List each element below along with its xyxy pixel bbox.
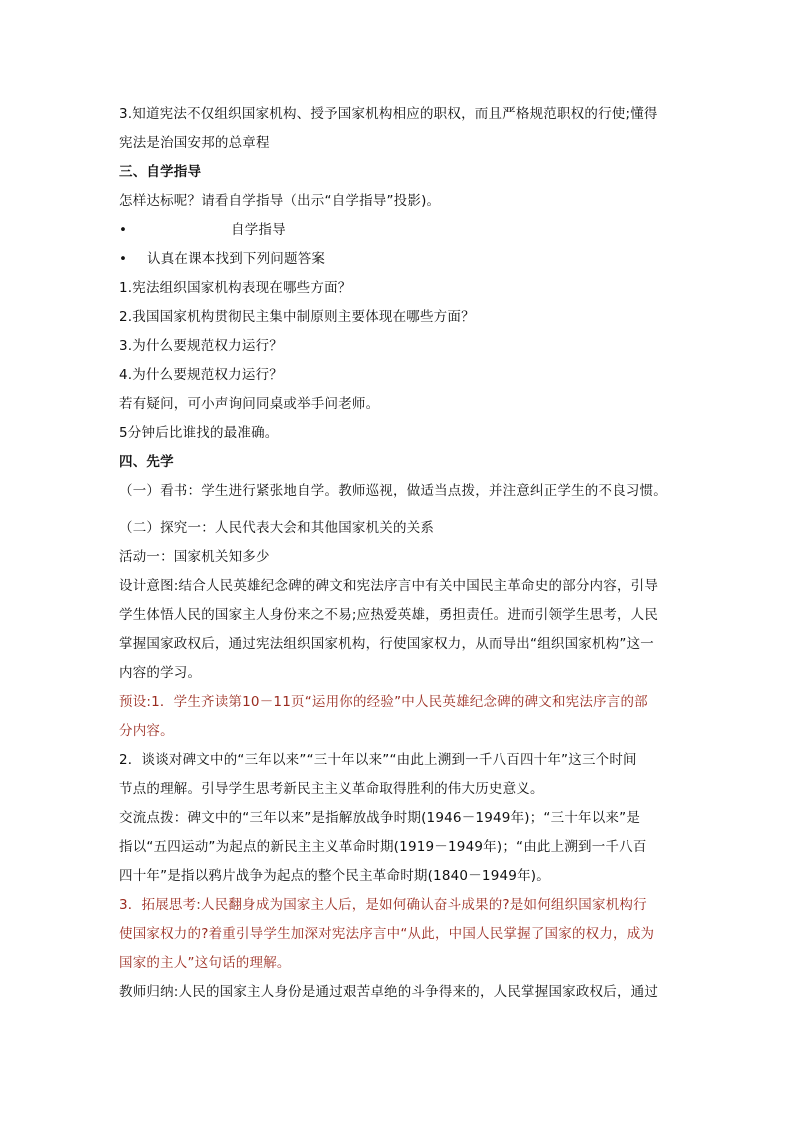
- ask-teacher-line: 若有疑问，可小声询问同桌或举手问老师。: [119, 396, 380, 412]
- document-page: [119, 100, 679, 1007]
- activity-one-line: 活动一：国家机关知多少: [119, 549, 270, 565]
- self-study-intro: 怎样达标呢？请看自学指导（出示“自学指导”投影)。: [119, 193, 441, 209]
- design-intent-line-1: 设计意图:结合人民英雄纪念碑的碑文和宪法序言中有关中国民主革命史的部分内容，引导: [119, 578, 659, 594]
- five-minutes-line: 5分钟后比谁找的最准确。: [119, 425, 279, 441]
- section-heading-pre-study: 四、先学: [119, 454, 174, 470]
- objective-3-line-2: 宪法是治国安邦的总章程: [119, 135, 270, 151]
- question-4: 4.为什么要规范权力运行？: [119, 367, 283, 383]
- bullet-item-1-text: 自学指导: [231, 222, 286, 238]
- bullet-item-2: [119, 245, 679, 274]
- discussion-line-1: 2．谈谈对碑文中的“三年以来”“三十年以来”“由此上溯到一千八百四十年”这三个时间: [119, 752, 637, 768]
- design-intent-line-2: 学生体悟人民的国家主人身份来之不易;应热爱英雄，勇担责任。进而引领学生思考，人民: [119, 607, 659, 623]
- extension-line-1: 3．拓展思考:人民翻身成为国家主人后，是如何确认奋斗成果的?是如何组织国家机构行: [119, 897, 647, 913]
- section-heading-self-study: 三、自学指导: [119, 164, 202, 180]
- extension-line-3: 国家的主人”这句话的理解。: [119, 955, 291, 971]
- bullet-item-1: [119, 216, 679, 245]
- design-intent-line-3: 掌握国家政权后，通过宪法组织国家机构，行使国家权力，从而导出“组织国家机构”这一: [119, 636, 654, 652]
- bullet-item-2-text: 认真在课本找到下列问题答案: [147, 251, 326, 267]
- bullet-icon: •: [119, 251, 128, 267]
- inquiry-one-line: （二）探究一：人民代表大会和其他国家机关的关系: [119, 520, 435, 536]
- exchange-line-3: 四十年”是指以鸦片战争为起点的整个民主革命时期(1840－1949年)。: [119, 868, 550, 884]
- reading-line: （一）看书：学生进行紧张地自学。教师巡视，做适当点拨，并注意纠正学生的不良习惯。: [119, 483, 667, 499]
- question-3: 3.为什么要规范权力运行？: [119, 338, 283, 354]
- teacher-summary-line: 教师归纳:人民的国家主人身份是通过艰苦卓绝的斗争得来的，人民掌握国家政权后，通过: [119, 984, 659, 1000]
- objective-3-line-1: 3.知道宪法不仅组织国家机构、授予国家机构相应的职权，而且严格规范职权的行使;懂得: [119, 106, 658, 122]
- question-2: 2.我国国家机构贯彻民主集中制原则主要体现在哪些方面？: [119, 309, 475, 325]
- preset-line-1: 预设:1．学生齐读第10－11页“运用你的经验”中人民英雄纪念碑的碑文和宪法序言的部: [119, 694, 648, 710]
- paragraph-gap: [119, 506, 679, 514]
- design-intent-line-4: 内容的学习。: [119, 665, 202, 681]
- discussion-line-2: 节点的理解。引导学生思考新民主主义革命取得胜利的伟大历史意义。: [119, 781, 544, 797]
- exchange-line-1: 交流点拨：碑文中的“三年以来”是指解放战争时期(1946－1949年)；“三十年以来”是: [119, 810, 641, 826]
- exchange-line-2: 指以“五四运动”为起点的新民主主义革命时期(1919－1949年)；“由此上溯到一千八百: [119, 839, 647, 855]
- question-1: 1.宪法组织国家机构表现在哪些方面？: [119, 280, 352, 296]
- preset-line-2: 分内容。: [119, 723, 174, 739]
- bullet-icon: •: [119, 222, 128, 238]
- extension-line-2: 使国家权力的?着重引导学生加深对宪法序言中“从此，中国人民掌握了国家的权力，成为: [119, 926, 655, 942]
